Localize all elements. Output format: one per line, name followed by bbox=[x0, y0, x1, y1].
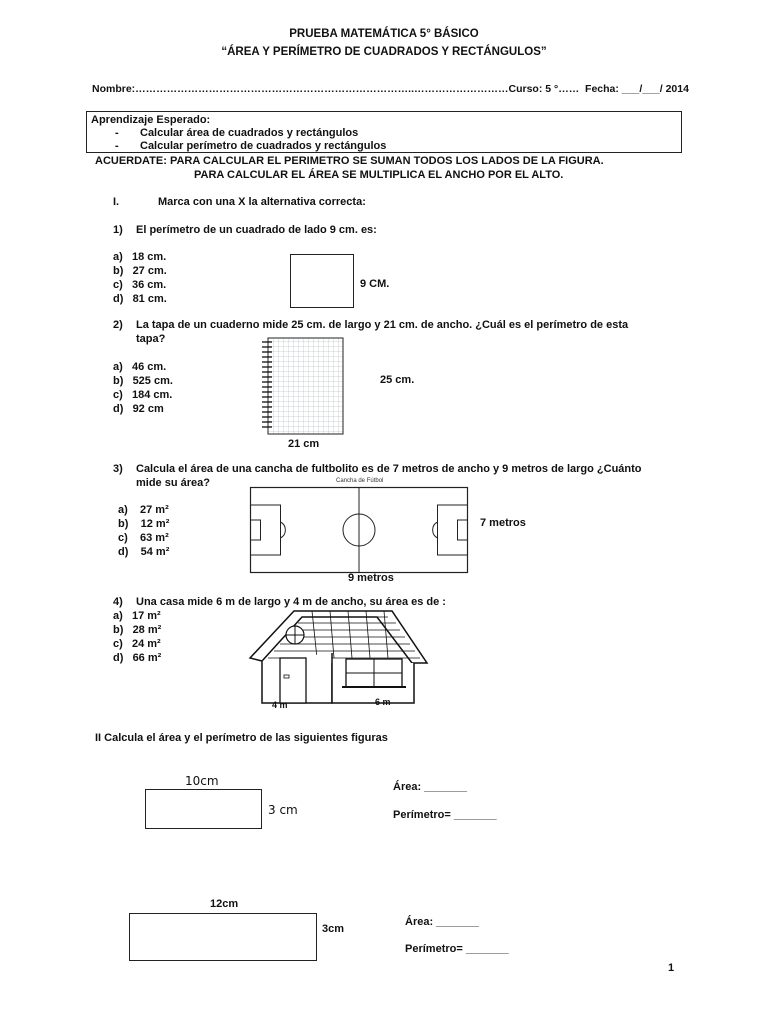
option-text: 66 m² bbox=[132, 652, 162, 664]
option-letter: b) bbox=[113, 375, 124, 387]
reminder-line-2: PARA CALCULAR EL ÁREA SE MULTIPLICA EL ANCHO POR EL ALTO. bbox=[194, 169, 564, 181]
q1-option-a[interactable] bbox=[113, 250, 167, 264]
house-icon bbox=[242, 603, 432, 708]
section1-number: I. bbox=[113, 196, 120, 208]
fig1-area-answer[interactable]: Área: _______ bbox=[393, 781, 468, 793]
q3-text: Calcula el área de una cancha de fultbolito es de 7 metros de ancho y 9 metros de largo ¿Cuánto bbox=[136, 463, 642, 475]
q4-options bbox=[113, 609, 161, 665]
option-letter: c) bbox=[113, 279, 123, 291]
q4-option-d[interactable] bbox=[113, 651, 161, 665]
q1-number: 1) bbox=[113, 224, 123, 236]
option-letter: b) bbox=[113, 624, 124, 636]
section2-instruction: II Calcula el área y el perímetro de las siguientes figuras bbox=[95, 732, 388, 744]
option-letter: b) bbox=[113, 265, 124, 277]
section1-instruction: Marca con una X la alternativa correcta: bbox=[158, 196, 366, 208]
page-number: 1 bbox=[668, 962, 675, 974]
option-letter: a) bbox=[113, 361, 123, 373]
q4-option-c[interactable] bbox=[113, 637, 161, 651]
q3-option-b[interactable] bbox=[118, 517, 169, 531]
fig1-side-label: 3 cm bbox=[268, 803, 298, 817]
test-subtitle: “ÁREA Y PERÍMETRO DE CUADRADOS Y RECTÁNGULOS” bbox=[221, 46, 547, 58]
option-letter: d) bbox=[113, 403, 124, 415]
q3-option-a[interactable] bbox=[118, 503, 169, 517]
q1-options bbox=[113, 250, 167, 306]
soccer-field-icon bbox=[250, 487, 468, 573]
q1-side-label: 9 CM. bbox=[360, 278, 390, 290]
objective-bullet-1: - bbox=[115, 127, 119, 139]
option-text: 27 m² bbox=[140, 504, 169, 516]
option-text: 46 cm. bbox=[131, 361, 167, 373]
notebook-icon bbox=[258, 336, 348, 436]
q4-text: Una casa mide 6 m de largo y 4 m de ancho, su área es de : bbox=[136, 596, 446, 608]
fig2-area-answer[interactable]: Área: _______ bbox=[405, 916, 480, 928]
option-letter: d) bbox=[118, 546, 129, 558]
objective-item-1: Calcular área de cuadrados y rectángulos bbox=[140, 127, 359, 139]
fig2-side-label: 3cm bbox=[322, 923, 345, 935]
option-text: 12 m² bbox=[140, 518, 170, 530]
fig2-rectangle bbox=[129, 913, 317, 961]
q2-side-label: 25 cm. bbox=[380, 374, 415, 386]
fig2-top-label: 12cm bbox=[210, 898, 239, 910]
q1-option-c[interactable] bbox=[113, 278, 167, 292]
q2-option-a[interactable] bbox=[113, 360, 173, 374]
objective-item-2: Calcular perímetro de cuadrados y rectángulos bbox=[140, 140, 387, 152]
option-text: 54 m² bbox=[140, 546, 170, 558]
q3-bottom-label: 9 metros bbox=[348, 572, 394, 584]
option-text: 18 cm. bbox=[131, 251, 167, 263]
q3-option-d[interactable] bbox=[118, 545, 169, 559]
q1-option-b[interactable] bbox=[113, 264, 167, 278]
option-letter: a) bbox=[113, 251, 123, 263]
reminder-line-1: ACUERDATE: PARA CALCULAR EL PERIMETRO SE SUMAN TODOS LOS LADOS DE LA FIGURA. bbox=[95, 155, 604, 167]
option-text: 17 m² bbox=[131, 610, 161, 622]
objectives-box bbox=[86, 111, 682, 153]
student-info-line: Nombre:……………………………………………………………………..………………………Curso: 5 °…… Fecha: ___/___/ 2014 bbox=[92, 83, 689, 95]
q2-text-continued: tapa? bbox=[136, 333, 166, 345]
objectives-heading: Aprendizaje Esperado: bbox=[91, 114, 211, 126]
q2-option-b[interactable] bbox=[113, 374, 173, 388]
option-text: 24 m² bbox=[131, 638, 161, 650]
option-letter: a) bbox=[118, 504, 128, 516]
option-letter: c) bbox=[113, 389, 123, 401]
option-letter: d) bbox=[113, 293, 124, 305]
option-text: 27 cm. bbox=[132, 265, 167, 277]
q2-bottom-label: 21 cm bbox=[288, 438, 320, 450]
option-letter: b) bbox=[118, 518, 129, 530]
test-title: PRUEBA MATEMÁTICA 5° BÁSICO bbox=[289, 28, 479, 40]
option-text: 81 cm. bbox=[132, 293, 167, 305]
fig1-rectangle bbox=[145, 789, 262, 829]
q2-text: La tapa de un cuaderno mide 25 cm. de largo y 21 cm. de ancho. ¿Cuál es el perímetro de esta bbox=[136, 319, 629, 331]
q3-option-c[interactable] bbox=[118, 531, 169, 545]
q3-side-label: 7 metros bbox=[480, 517, 526, 529]
option-letter: c) bbox=[113, 638, 123, 650]
q3-number: 3) bbox=[113, 463, 123, 475]
q1-option-d[interactable] bbox=[113, 292, 167, 306]
option-text: 36 cm. bbox=[131, 279, 167, 291]
option-text: 525 cm. bbox=[132, 375, 173, 387]
q3-options bbox=[118, 503, 169, 559]
objective-bullet-2: - bbox=[115, 140, 119, 152]
q3-text-continued: mide su área? bbox=[136, 477, 210, 489]
q1-text: El perímetro de un cuadrado de lado 9 cm. es: bbox=[136, 224, 377, 236]
q2-options bbox=[113, 360, 173, 416]
q4-number: 4) bbox=[113, 596, 123, 608]
option-text: 63 m² bbox=[140, 532, 169, 544]
q4-left-label: 4 m bbox=[272, 700, 288, 710]
fig2-perimeter-answer[interactable]: Perímetro= _______ bbox=[405, 943, 509, 955]
q2-number: 2) bbox=[113, 319, 123, 331]
option-text: 184 cm. bbox=[131, 389, 173, 401]
q1-square-figure bbox=[290, 254, 354, 308]
q2-option-d[interactable] bbox=[113, 402, 173, 416]
q4-right-label: 6 m bbox=[375, 697, 391, 707]
fig1-top-label: 10cm bbox=[185, 774, 219, 788]
option-text: 28 m² bbox=[132, 624, 162, 636]
option-letter: a) bbox=[113, 610, 123, 622]
option-letter: d) bbox=[113, 652, 124, 664]
fig1-perimeter-answer[interactable]: Perímetro= _______ bbox=[393, 809, 497, 821]
field-title: Cancha de Fútbol bbox=[336, 478, 384, 484]
option-text: 92 cm bbox=[132, 403, 164, 415]
q2-option-c[interactable] bbox=[113, 388, 173, 402]
q4-option-a[interactable] bbox=[113, 609, 161, 623]
option-letter: c) bbox=[118, 532, 128, 544]
q4-option-b[interactable] bbox=[113, 623, 161, 637]
